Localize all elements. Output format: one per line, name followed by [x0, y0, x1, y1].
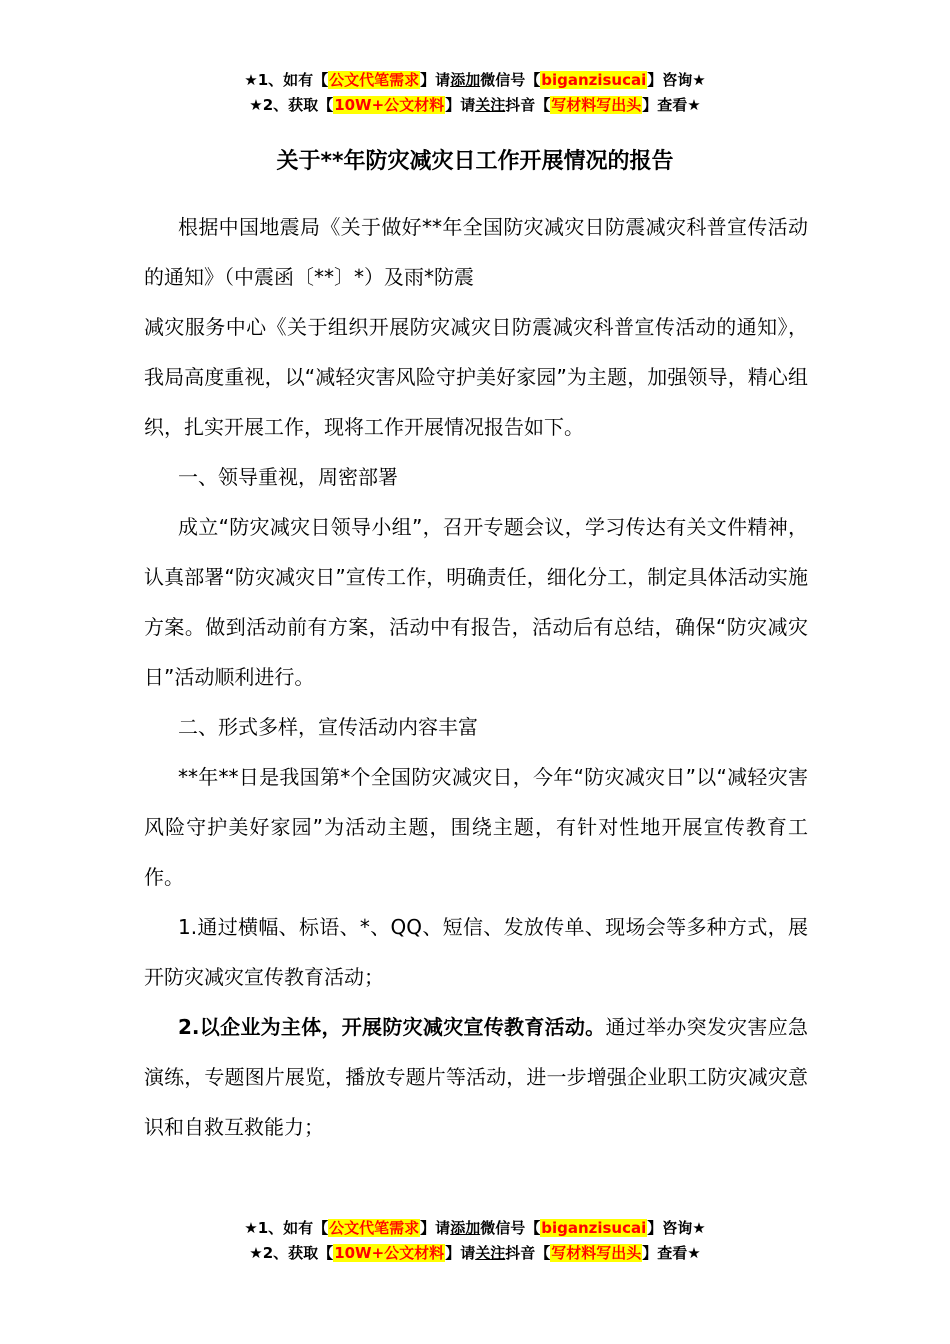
promo-text: 】咨询★ — [647, 71, 706, 89]
promo-highlight-wechat-id: biganzisucai — [541, 1219, 647, 1237]
document-body — [144, 202, 808, 1152]
paragraph-intro-part2: 减灾服务中心《关于组织开展防灾减灾日防震减灾科普宣传活动的通知》，我局高度重视，以“减轻灾害风险守护美好家园”为主题，加强领导，精心组织，扎实开展工作，现将工作开展情况报告如下。 — [144, 315, 808, 439]
promo-text: ★2、获取【 — [249, 96, 334, 114]
promo-text: 】请 — [445, 1244, 476, 1262]
promo-line-2 — [0, 1241, 950, 1266]
promo-highlight: 公文代笔需求 — [329, 71, 420, 89]
promo-text: 】咨询★ — [647, 1219, 706, 1237]
promo-text: ★1、如有【 — [244, 1219, 329, 1237]
promo-text: 微信号【 — [480, 71, 541, 89]
promo-text: 微信号【 — [480, 1219, 541, 1237]
promo-text: 】请 — [420, 71, 451, 89]
promo-highlight: 10W+公文材料 — [334, 1244, 445, 1262]
promo-line-1 — [0, 68, 950, 93]
promo-underline: 关注 — [475, 96, 506, 114]
promo-highlight-douyin-id: 写材料写出头 — [551, 96, 642, 114]
promo-highlight-wechat-id: biganzisucai — [541, 71, 647, 89]
list-item-2-text: 通过举办突发灾害应急演练，专题图片展览，播放专题片等活动，进一步增强企业职工防灾减灾意识和自救互救能力； — [144, 1015, 808, 1139]
section-heading-1: 一、领导重视，周密部署 — [178, 465, 398, 489]
promo-line-1 — [0, 1216, 950, 1241]
promo-highlight: 公文代笔需求 — [329, 1219, 420, 1237]
promo-text: 】请 — [445, 96, 476, 114]
paragraph-section-1: 成立“防灾减灾日领导小组”，召开专题会议，学习传达有关文件精神，认真部署“防灾减灾日”宣传工作，明确责任，细化分工，制定具体活动实施方案。做到活动前有方案，活动中有报告，活动后有总结，确保“防灾减灾日”活动顺利进行。 — [144, 515, 808, 689]
promo-underline: 关注 — [475, 1244, 506, 1262]
paragraph-intro-part1: 根据中国地震局《关于做好**年全国防灾减灾日防震减灾科普宣传活动的通知》（中震函〔**〕*）及雨*防震 — [144, 215, 808, 289]
promo-text: ★2、获取【 — [249, 1244, 334, 1262]
promo-text: 抖音【 — [505, 1244, 551, 1262]
promo-text: ★1、如有【 — [244, 71, 329, 89]
document-title: 关于**年防灾减灾日工作开展情况的报告 — [276, 149, 674, 174]
promo-underline: 添加 — [450, 1219, 481, 1237]
promo-highlight: 10W+公文材料 — [334, 96, 445, 114]
promo-text: 抖音【 — [505, 96, 551, 114]
list-item-1: 1.通过横幅、标语、*、QQ、短信、发放传单、现场会等多种方式，展开防灾减灾宣传教育活动； — [144, 915, 808, 989]
list-item-2 — [144, 1002, 808, 1152]
promo-line-2 — [0, 93, 950, 118]
promo-text: 】请 — [420, 1219, 451, 1237]
bottom-promo-banner — [0, 1216, 950, 1266]
promo-text: 】查看★ — [642, 96, 701, 114]
section-heading-2: 二、形式多样，宣传活动内容丰富 — [178, 715, 478, 739]
list-item-2-lead: 2.以企业为主体，开展防灾减灾宣传教育活动。 — [178, 1015, 606, 1039]
top-promo-banner — [0, 68, 950, 118]
promo-highlight-douyin-id: 写材料写出头 — [551, 1244, 642, 1262]
promo-underline: 添加 — [450, 71, 481, 89]
paragraph-section-2: **年**日是我国第*个全国防灾减灾日，今年“防灾减灾日”以“减轻灾害风险守护美好家园”为活动主题，围绕主题，有针对性地开展宣传教育工作。 — [144, 765, 808, 889]
promo-text: 】查看★ — [642, 1244, 701, 1262]
